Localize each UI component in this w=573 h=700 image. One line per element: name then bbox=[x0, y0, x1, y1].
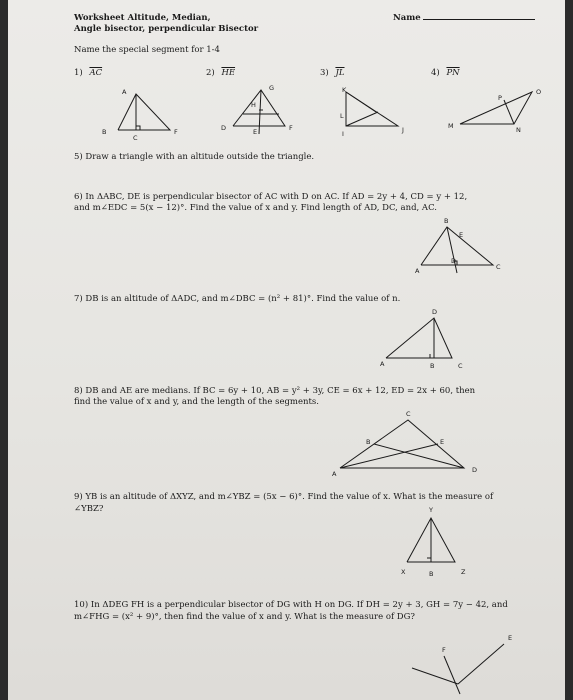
fig7-label-b: B bbox=[430, 362, 435, 370]
fig9-label-y: Y bbox=[429, 506, 433, 514]
fig4-label-n: N bbox=[516, 126, 521, 134]
fig6-label-a: A bbox=[415, 267, 420, 275]
fig7-label-c: C bbox=[458, 362, 463, 370]
fig6-label-e: E bbox=[459, 231, 464, 239]
item-1 bbox=[74, 68, 102, 79]
question-8-line1: 8) DB and AE are medians. If BC = 6y + 10, AB = y² + 3y, CE = 6x + 12, ED = 2x + 60, then bbox=[74, 386, 476, 396]
question-10-line2: m∠FHG = (x² + 9)°, then find the value of x and y. What is the measure of DG? bbox=[74, 612, 415, 622]
fig9-label-x: X bbox=[401, 568, 406, 576]
figure-8-triangle bbox=[326, 410, 486, 482]
fig2-label-h: H bbox=[251, 101, 256, 109]
question-9-line2: ∠YBZ? bbox=[74, 504, 104, 514]
fig4-label-m: M bbox=[448, 122, 454, 130]
fig6-label-b: B bbox=[444, 217, 449, 225]
fig8-label-c: C bbox=[406, 410, 411, 418]
figure-4-triangle bbox=[440, 84, 550, 142]
item-3-segment: $\overline{JL}$ bbox=[335, 68, 345, 78]
question-8-line2: find the value of x and y, and the length of the segments. bbox=[74, 397, 319, 407]
fig1-label-c: C bbox=[133, 134, 138, 142]
instructions-text: Name the special segment for 1-4 bbox=[74, 45, 220, 55]
fig9-label-z: Z bbox=[461, 568, 466, 576]
fig8-label-e: E bbox=[440, 438, 445, 446]
question-10-line1: 10) In ΔDEG FH is a perpendicular bisector of DG with H on DG. If DH = 2y + 3, GH = 7y − 42, and bbox=[74, 600, 508, 610]
fig8-label-d: D bbox=[472, 466, 478, 474]
item-4-segment: $\overline{PN}$ bbox=[446, 68, 460, 78]
fig2-label-f: F bbox=[289, 124, 293, 132]
item-1-segment: $\overline{AC}$ bbox=[89, 68, 103, 78]
question-7: 7) DB is an altitude of ΔADC, and m∠DBC = (n² + 81)°. Find the value of n. bbox=[74, 294, 401, 304]
item-2-segment: $\overline{HE}$ bbox=[221, 68, 236, 78]
fig4-label-p: P bbox=[498, 94, 502, 102]
fig8-label-a: A bbox=[332, 470, 337, 478]
question-6-line2: and m∠EDC = 5(x − 12)°. Find the value of x and y. Find length of AD, DC, and, AC. bbox=[74, 203, 437, 213]
figure-7-triangle bbox=[376, 308, 471, 373]
fig8-label-b: B bbox=[366, 438, 371, 446]
worksheet-page bbox=[8, 0, 565, 700]
fig1-label-a: A bbox=[122, 88, 127, 96]
fig1-label-b: B bbox=[102, 128, 107, 136]
fig3-label-l: L bbox=[340, 112, 344, 120]
fig6-label-d: D bbox=[451, 257, 457, 265]
figure-3-triangle bbox=[326, 84, 416, 142]
name-label: Name bbox=[393, 13, 421, 23]
fig10-label-e: E bbox=[508, 634, 513, 642]
question-9-line1: 9) YB is an altitude of ΔXYZ, and m∠YBZ = (5x − 6)°. Find the value of x. What is the measure of bbox=[74, 492, 494, 502]
fig3-label-j: J bbox=[402, 126, 404, 134]
fig4-label-o: O bbox=[536, 88, 542, 96]
fig7-label-d: D bbox=[432, 308, 438, 316]
fig9-label-b: B bbox=[429, 570, 434, 578]
fig3-label-k: K bbox=[342, 86, 347, 94]
figure-9-triangle bbox=[393, 506, 473, 580]
fig7-label-a: A bbox=[380, 360, 385, 368]
fig3-label-i: I bbox=[342, 130, 344, 138]
fig1-label-f: F bbox=[174, 128, 178, 136]
item-2 bbox=[206, 68, 235, 79]
fig2-label-e: E bbox=[253, 128, 258, 136]
item-2-number: 2) bbox=[206, 68, 215, 78]
figure-6-triangle bbox=[413, 217, 508, 279]
item-1-number: 1) bbox=[74, 68, 83, 78]
figure-1-triangle bbox=[98, 86, 188, 141]
item-4 bbox=[431, 68, 460, 79]
worksheet-title-line1: Worksheet Altitude, Median, bbox=[74, 13, 211, 23]
question-6-line1: 6) In ΔABC, DE is perpendicular bisector of AC with D on AC. If AD = 2y + 4, CD = y + 12, bbox=[74, 192, 468, 202]
item-4-number: 4) bbox=[431, 68, 440, 78]
name-blank-line bbox=[423, 11, 535, 20]
fig10-label-f: F bbox=[442, 646, 446, 654]
worksheet-title-line2: Angle bisector, perpendicular Bisector bbox=[74, 24, 259, 34]
figure-10-triangle bbox=[408, 628, 528, 698]
figure-2-triangle bbox=[213, 84, 303, 142]
fig2-label-d: D bbox=[221, 124, 227, 132]
item-3-number: 3) bbox=[320, 68, 329, 78]
question-5: 5) Draw a triangle with an altitude outside the triangle. bbox=[74, 152, 315, 162]
fig6-label-c: C bbox=[496, 263, 501, 271]
item-3 bbox=[320, 68, 345, 79]
name-field bbox=[393, 11, 535, 24]
fig2-label-g: G bbox=[269, 84, 275, 92]
